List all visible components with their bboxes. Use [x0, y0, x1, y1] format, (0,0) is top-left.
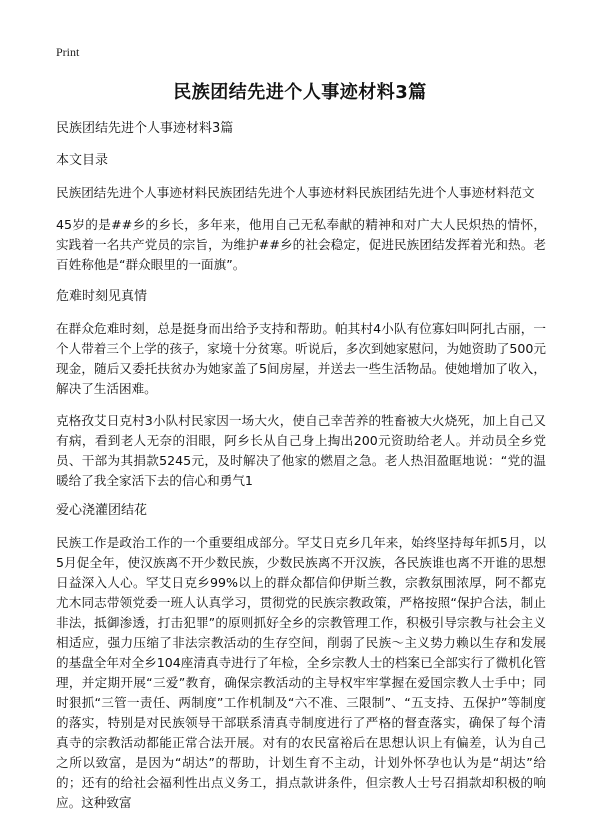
section-heading-crisis: 危难时刻见真情 — [56, 289, 148, 304]
section1-paragraph-2: 克格孜艾日克村3小队村民家因一场大火，使自己幸苦养的牲畜被大火烧死，加上自己又有病，看到老人无奈的泪眼，阿乡长从自己身上掏出200元资助给老人。并动员全乡党员、干部为其捐款5245元，及时解决了他家的燃眉之急。老人热泪盈眶地说：“党的温暖给了我全家活下去的信心和勇气1 — [56, 413, 546, 488]
document-subtitle: 民族团结先进个人事迹材料3篇 — [56, 121, 234, 136]
section-heading-unity: 爱心浇灌团结花 — [56, 503, 148, 518]
section2-paragraph-1: 民族工作是政治工作的一个重要组成部分。罕艾日克乡几年来，始终坚持每年抓5月，以5月促全年，使汉族离不开少数民族，少数民族离不开汉族，各民族谁也离不开谁的思想日益深入人心。罕艾日克乡99%以上的群众都信仰伊斯兰教，宗教氛围浓厚，阿不都克尤木同志带领党委一班人认真学习，贯彻党的民族宗教政策，严格按照“保护合法，制止非法，抵御渗透，打击犯罪”的原则抓好全乡的宗教管理工作，积极引导宗教与社会主义相适应，强力压缩了非法宗教活动的生存空间，削弱了民族～主义势力赖以生存和发展的基盘全年对全乡104座清真寺进行了年检，全乡宗教人士的档案已全部实行了微机化管理，并定期开展“三爱”教育，确保宗教活动的主导权牢牢掌握在爱国宗教人士手中；同时狠抓“三管一责任、两制度”工作机制及“六不准、三限制”、“五支持、五保护”等制度的落实，特别是对民族领导干部联系清真寺制度进行了严格的督查落实，确保了每个清真寺的宗教活动都能正常合法开展。对有的农民富裕后在思想认识上有偏差，认为自己之所以致富，是因为“胡达”的帮助，计划生育不主动，计划外怀孕也认为是“胡达”给的；还有的给社会福利性出点义务工，捐点款讲条件，但宗教人士号召捐款却积极的响应。这种致富 — [56, 535, 547, 810]
intro-paragraph: 45岁的是##乡的乡长，多年来，他用自己无私奉献的精神和对广大人民炽热的情怀，实践着一名共产党员的宗旨，为维护##乡的社会稳定，促进民族团结发挥着光和热。老百姓称他是“群众眼里的一面旗”。 — [56, 217, 546, 272]
document-body — [56, 119, 546, 825]
toc-entry: 民族团结先进个人事迹材料民族团结先进个人事迹材料民族团结先进个人事迹材料范文 — [56, 185, 535, 200]
page-title: 民族团结先进个人事迹材料3篇 — [173, 82, 427, 103]
section1-paragraph-1: 在群众危难时刻，总是挺身而出给予支持和帮助。帕其村4小队有位寡妇叫阿扎古丽，一个人带着三个上学的孩子，家境十分贫寒。听说后，多次到她家慰问，为她资助了500元现金，随后又委托扶贫办为她家盖了5间房屋，并送去一些生活物品。使她增加了收入，解决了生活困难。 — [56, 321, 547, 396]
toc-heading: 本文目录 — [56, 153, 109, 168]
print-label: Print — [56, 45, 80, 59]
